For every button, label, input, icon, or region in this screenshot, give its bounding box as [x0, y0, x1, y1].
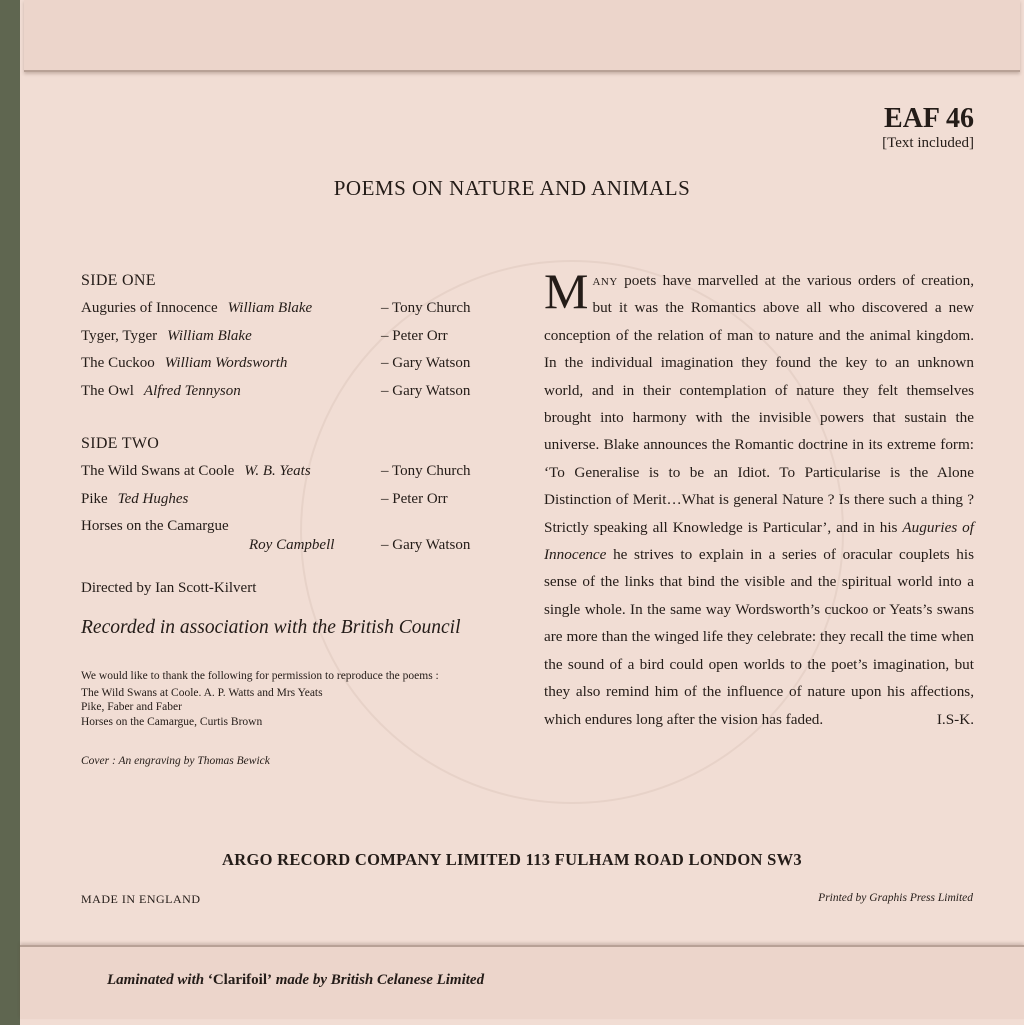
track-reader: – Tony Church: [381, 300, 471, 316]
track-author: W. B. Yeats: [244, 463, 311, 479]
company-address: ARGO RECORD COMPANY LIMITED 113 FULHAM ROAD LONDON SW3: [222, 850, 802, 869]
track-author: Ted Hughes: [117, 490, 189, 507]
track-row: [81, 325, 521, 353]
drop-cap: M: [544, 263, 589, 319]
essay-signature: I.S-K.: [936, 710, 974, 728]
track-row: [81, 297, 521, 325]
track-row: [81, 352, 521, 380]
liner-notes: [544, 263, 974, 733]
side-two-heading: SIDE TWO: [81, 435, 160, 452]
track-row: [81, 515, 521, 559]
track-title: The Owl: [81, 382, 134, 399]
track-title: Horses on the Camargue: [81, 518, 229, 534]
printed-by: Printed by Graphis Press Limited: [818, 892, 973, 904]
track-row: [81, 380, 521, 408]
track-row: [81, 460, 521, 488]
essay-part-1: poets have marvelled at the various orders of creation, but it was the Romantics above all who discovered a new conception of the relation of man to nature and the animal kingdom. In the individual imagination they found the key to an unknown world, and in their contemplation of nature they felt themselves brought into harmony with the invisible powers that sustain the universe. Blake announces the Romantic doctrine in its extreme form: ‘To Generalise is to be an Idiot. To Particularise is the Alone Distinction of Merit…What is general Nature ? Is there such a thing ? Strictly speaking all Knowledge is Particular’, and in his: [544, 272, 974, 536]
cover-credit: Cover : An engraving by Thomas Bewick: [81, 755, 270, 767]
track-reader: – Peter Orr: [381, 490, 448, 507]
permission-line: Horses on the Camargue, Curtis Brown: [81, 715, 263, 728]
made-in: MADE IN ENGLAND: [81, 892, 201, 906]
catalog-number: EAF 46: [884, 103, 974, 134]
side-one-heading: SIDE ONE: [81, 272, 156, 289]
permission-line: The Wild Swans at Coole. A. P. Watts and Mrs Yeats: [81, 686, 323, 699]
laminated-pre: Laminated with: [107, 972, 208, 988]
permission-line: Pike, Faber and Faber: [81, 701, 182, 713]
laminated-brand: ‘Clarifoil’: [207, 972, 273, 988]
track-title: Tyger, Tyger: [81, 327, 158, 344]
track-author: William Blake: [167, 327, 252, 344]
track-reader: – Gary Watson: [381, 355, 471, 371]
catalog-block: [882, 104, 974, 152]
track-row: [81, 488, 521, 516]
track-reader: – Gary Watson: [381, 382, 471, 399]
essay-part-2: he strives to explain in a series of oracular couplets his sense of the links that bind the visible and the spiritual world into a single whole. In the same way Wordsworth’s cuckoo or Yeats’s swans are more than the winged life they celebrate: they recall the time when the sound of a bird could open worlds to the poet’s imagination, but they also remind him of the influence of nature upon his affections, which endures long after the vision has faded.: [544, 546, 974, 728]
catalog-note: [Text included]: [882, 135, 974, 151]
track-author: Alfred Tennyson: [143, 382, 241, 399]
directed-by: Directed by Ian Scott-Kilvert: [81, 580, 257, 596]
permissions-note: [81, 669, 521, 729]
track-reader: – Peter Orr: [381, 327, 448, 344]
track-reader: – Gary Watson: [381, 537, 471, 553]
track-reader: – Tony Church: [381, 463, 471, 479]
track-title: Pike: [81, 490, 108, 507]
top-flap: [24, 0, 1020, 72]
track-title: The Wild Swans at Coole: [81, 463, 235, 479]
album-title: POEMS ON NATURE AND ANIMALS: [333, 176, 691, 200]
association-note: Recorded in association with the British Council: [81, 617, 461, 638]
permissions-intro: We would like to thank the following for permission to reproduce the poems :: [81, 670, 439, 682]
track-listing: [81, 270, 521, 767]
track-author: Roy Campbell: [249, 537, 335, 553]
laminated-note: [107, 972, 484, 989]
track-author: William Blake: [227, 300, 313, 316]
first-word: any: [592, 272, 618, 289]
essay-italic-title: Auguries of Innocence: [544, 518, 974, 564]
track-author: William Wordsworth: [164, 355, 288, 371]
laminated-post: made by British Celanese Limited: [272, 972, 485, 988]
track-title: The Cuckoo: [81, 355, 155, 371]
track-title: Auguries of Innocence: [81, 300, 218, 316]
